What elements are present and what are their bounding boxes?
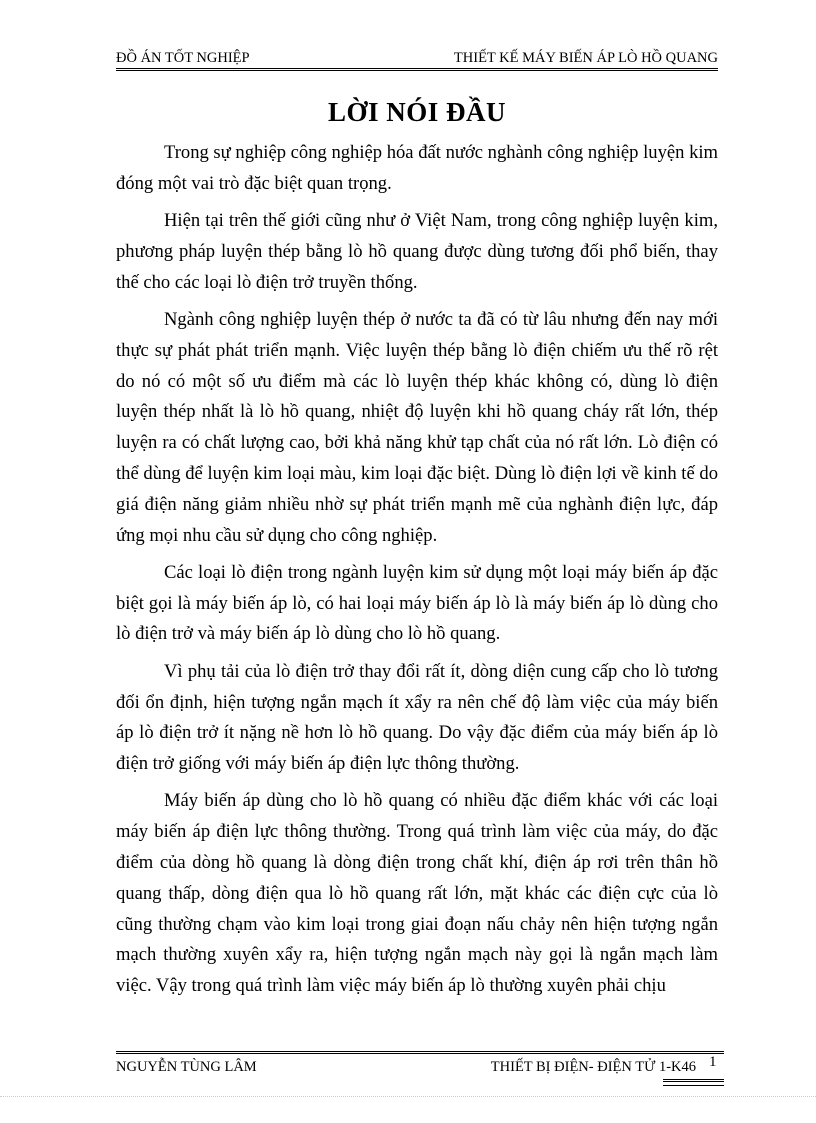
footer-rule — [116, 1051, 724, 1054]
footer-department: THIẾT BỊ ĐIỆN- ĐIỆN TỬ 1-K46 — [490, 1059, 696, 1075]
paragraph-2: Hiện tại trên thế giới cũng như ở Việt Nam, trong công nghiệp luyện kim, phương pháp luyện thép bằng lò hồ quang được dùng tương đối phổ biến, thay thế cho các loại lò điện trở truyền thống. — [116, 210, 718, 293]
footer-ornament-rule-thin — [663, 1085, 724, 1086]
document-body — [116, 138, 718, 1009]
paragraph-1: Trong sự nghiệp công nghiệp hóa đất nước nghành công nghiệp luyện kim đóng một vai trò đặc biệt quan trọng. — [116, 142, 718, 194]
paragraph-4: Các loại lò điện trong ngành luyện kim sử dụng một loại máy biến áp đặc biệt gọi là máy biến áp lò, có hai loại máy biến áp lò là máy biến áp lò dùng cho lò điện trở và máy biến áp lò dùng cho lò hồ quang. — [116, 561, 718, 645]
page-edge-divider — [0, 1096, 816, 1097]
header-rule — [116, 68, 718, 71]
page-number: 1 — [709, 1054, 717, 1070]
header-right-text: THIẾT KẾ MÁY BIẾN ÁP LÒ HỒ QUANG — [453, 50, 718, 66]
page-header — [116, 48, 718, 68]
paragraph-3: Ngành công nghiệp luyện thép ở nước ta đã có từ lâu nhưng đến nay mới thực sự phát phát triển mạnh. Việc luyện thép bằng lò điện chiếm ưu thế rõ rệt do nó có một số ưu điểm mà các lò luyện thép khác không có, dùng lò điện luyện thép nhất là lò hồ quang, nhiệt độ luyện khi hồ quang cháy rất lớn, thép luyện ra có chất lượng cao, bởi khả năng khử tạp chất của nó rất lớn. Lò điện có thể dùng để luyện kim loại màu, kim loại đặc biệt. Dùng lò điện lợi về kinh tế do giá điện năng giảm nhiều nhờ sự phát triển mạnh mẽ của nghành điện lực, đáp ứng mọi nhu cầu sử dụng cho công nghiệp. — [116, 308, 718, 546]
header-left-text: ĐỒ ÁN TỐT NGHIỆP — [116, 50, 250, 66]
footer-ornament-rule — [663, 1079, 724, 1082]
footer-author: NGUYỄN TÙNG LÂM — [116, 1059, 257, 1075]
paragraph-6: Máy biến áp dùng cho lò hồ quang có nhiều đặc điểm khác với các loại máy biến áp điện lực thông thường. Trong quá trình làm việc của máy, do đặc điểm của dòng hồ quang là dòng điện trong chất khí, điện áp rơi trên thân hồ quang thấp, dòng điện qua lò hồ quang rất lớn, mặt khác các điện cực của lò cũng thường chạm vào kim loại trong giai đoạn nấu chảy nên hiện tượng ngắn mạch thường xuyên xẩy ra, hiện tượng ngắn mạch này gọi là ngắn mạch làm việc. Vậy trong quá trình làm việc máy biến áp lò thường xuyên phải chịu — [116, 790, 718, 997]
paragraph-5: Vì phụ tải của lò điện trở thay đổi rất ít, dòng diện cung cấp cho lò tương đối ổn định, hiện tượng ngắn mạch ít xẩy ra nên chế độ làm việc của máy biến áp lò điện trở ít nặng nề hơn lò hồ quang. Do vậy đặc điểm của máy biến áp lò điện trở giống với máy biến áp điện lực thông thường. — [116, 660, 718, 775]
page-footer — [116, 1057, 696, 1077]
page-title: LỜI NÓI ĐẦU — [327, 97, 507, 127]
